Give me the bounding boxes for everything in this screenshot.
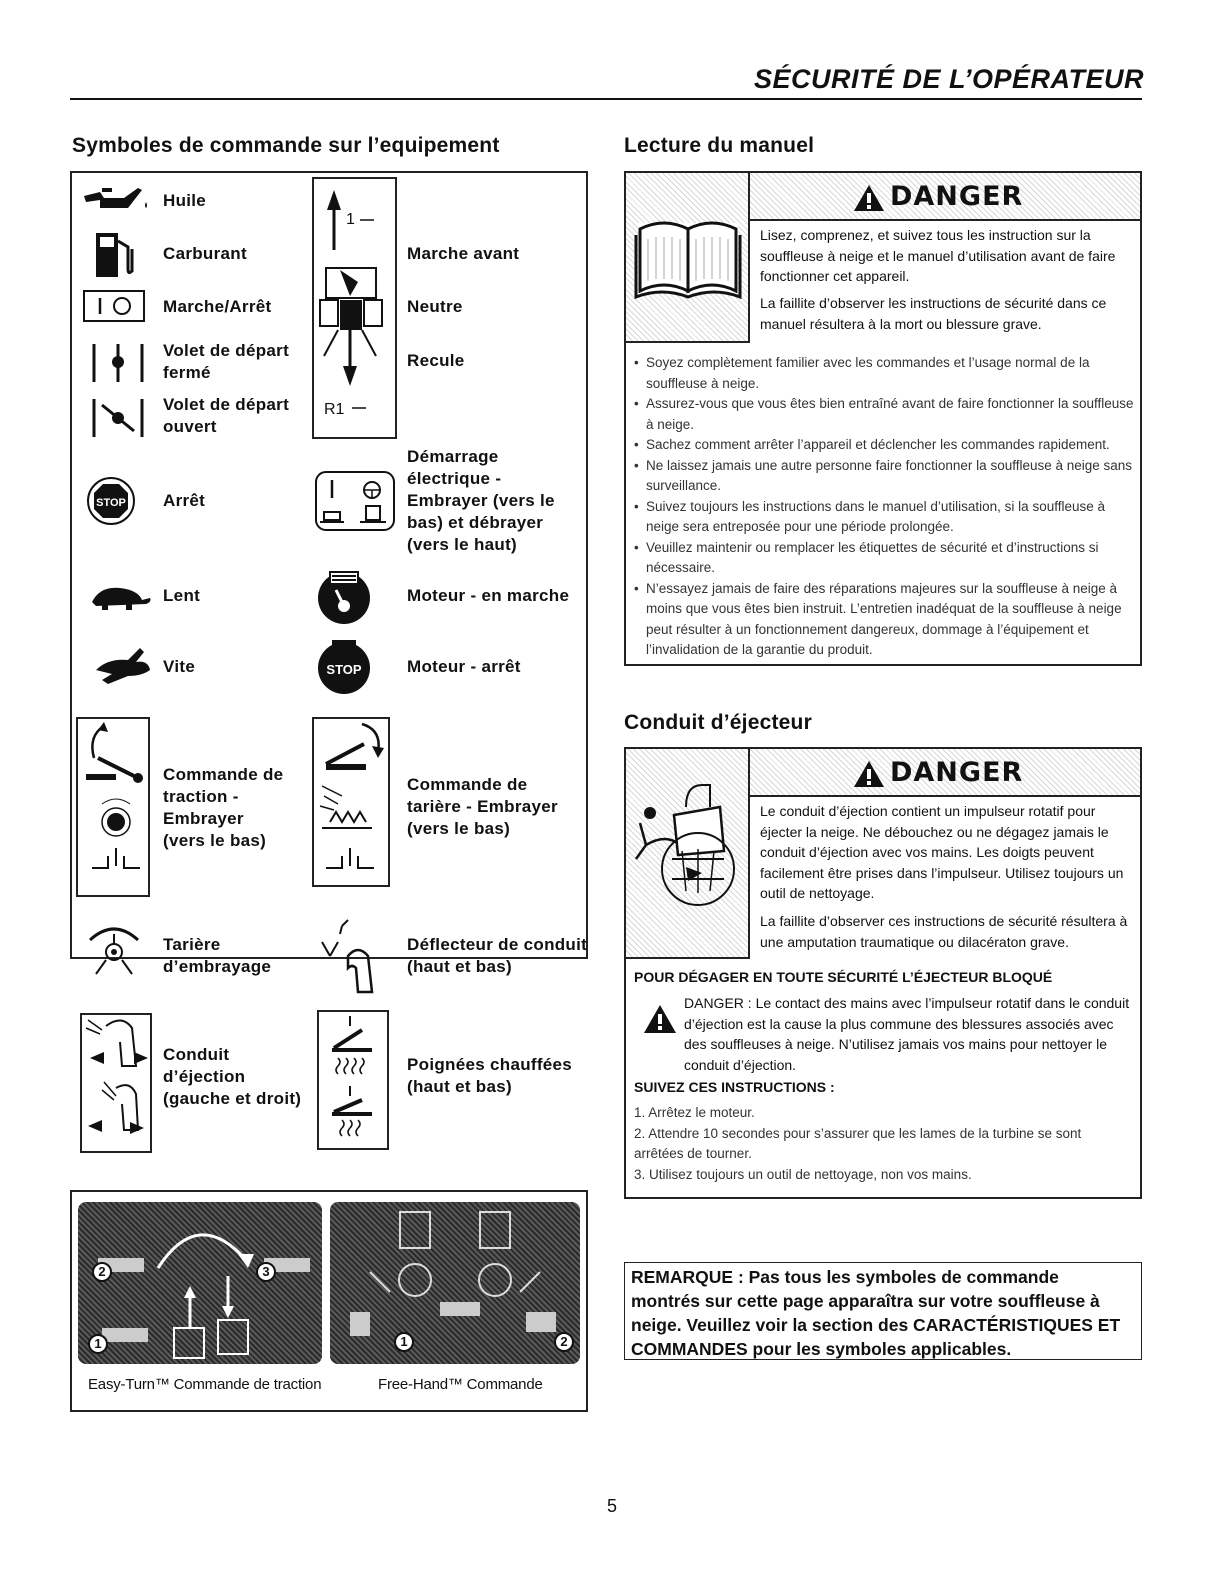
symbol-label-engine-run: Moteur - en marche: [407, 586, 570, 605]
hand-impeller-hazard-icon: [626, 749, 750, 959]
warning-triangle-icon: [852, 759, 886, 789]
control-illustration-panel: [70, 1190, 588, 1412]
fuel-pump-icon: [90, 227, 140, 279]
svg-text:1: 1: [346, 211, 355, 228]
symbol-label-chute: Conduit d’éjection (gauche et droit): [163, 1045, 302, 1108]
bullet-item: • Assurez-vous que vous êtes bien entraîné avant de faire fonctionner la souffleuse à neige.: [634, 394, 1134, 435]
oil-can-icon: [80, 182, 152, 218]
traction-control-icon: [78, 718, 150, 888]
gear-selector-icon: [314, 180, 394, 436]
electric-start-icon: [314, 468, 396, 534]
page-number: 5: [606, 1496, 617, 1516]
badge-2-left: 2: [92, 1262, 112, 1282]
symbol-label-engine-stop: Moteur - arrêt: [407, 657, 521, 676]
chute-panel: [624, 747, 1142, 1199]
svg-text:STOP: STOP: [96, 497, 126, 509]
bullet-item: • Ne laissez jamais une autre personne faire fonctionner la souffleuse à neige sans surveillance.: [634, 456, 1134, 497]
badge-1-left: 1: [88, 1334, 108, 1354]
choke-open-icon: [86, 395, 150, 441]
turtle-slow-icon: [86, 582, 154, 612]
chute-hazard-cell: [626, 749, 750, 959]
svg-text:STOP: STOP: [326, 662, 362, 677]
engine-run-icon: [314, 566, 374, 626]
symbol-label-traction: Commande de traction - Embrayer (vers le bas): [163, 765, 284, 850]
warning-triangle-icon: [642, 1003, 678, 1035]
rabbit-fast-icon: [88, 640, 156, 690]
easy-turn-illustration: [78, 1202, 322, 1364]
header-rule: [70, 98, 1142, 100]
chute-warning-text-2: La faillite d’observer ces instructions de sécurité résultera à une amputation traumatique ou dilacératon grave.: [760, 913, 1128, 950]
heated-grips-icon: [320, 1012, 380, 1142]
danger-banner-chute: [750, 749, 1140, 797]
symbols-section-title: Symboles de commande sur l’equipement: [72, 134, 500, 157]
bullet-item: • Soyez complètement familier avec les commandes et l’usage normal de la souffleuse à neige.: [634, 353, 1134, 394]
manual-bullet-list: [634, 353, 1134, 661]
bullet-item: • Sachez comment arrêter l’appareil et déclencher les commandes rapidement.: [634, 435, 1134, 456]
symbol-label-slow: Lent: [163, 586, 201, 605]
page-header-title: SÉCURITÉ DE L’OPÉRATEUR: [753, 64, 1144, 94]
step-item: 1. Arrêtez le moteur.: [634, 1105, 755, 1120]
chute-rotation-icon: [82, 1014, 152, 1144]
steps-title: SUIVEZ CES INSTRUCTIONS :: [634, 1079, 835, 1095]
symbol-label-forward: Marche avant: [407, 244, 520, 263]
steps-list: [634, 1103, 1134, 1185]
danger-label-manual: DANGER: [890, 181, 1024, 212]
stop-sign-icon: [86, 476, 136, 526]
badge-2-right: 2: [554, 1332, 574, 1352]
symbol-label-fuel: Carburant: [163, 244, 247, 263]
chute-deflector-icon: [318, 916, 388, 1000]
manual-warning-text-1: Lisez, comprenez, et suivez tous les instruction sur la souffleuse à neige et le manuel d’utilisation avant de faire fonctionner cet appareil.: [760, 227, 1116, 284]
badge-1-right: 1: [394, 1332, 414, 1352]
bullet-item: • N’essayez jamais de faire des réparations majeures sur la souffleuse à neige à moins que vous êtes bien instruit. L’entretien inadéquat de la souffleuse à neige peut résulter à un fonctionnement dangereux, dommage à l’équipement et l’invalidation de la garantie du produit.: [634, 579, 1134, 661]
symbol-label-electric-start: Démarrage électrique - Embrayer (vers le bas) et débrayer (vers le haut): [407, 447, 555, 554]
symbol-label-auger-drive: Tarière d’embrayage: [163, 935, 272, 976]
warning-triangle-icon: [852, 183, 886, 213]
manual-panel: [624, 171, 1142, 666]
auger-control-icon: [312, 716, 392, 886]
note-text: REMARQUE : Pas tous les symboles de commande montrés sur cette page apparaîtra sur votre souffleuse à neige. Veuillez voir la section des CARACTÉRISTIQUES ET COMMANDES pour les symboles applicables.: [631, 1267, 1121, 1359]
easy-turn-caption: Easy-Turn™ Commande de traction: [88, 1376, 322, 1393]
symbol-label-heated-grips: Poignées chauffées (haut et bas): [407, 1055, 573, 1096]
bullet-item: • Suivez toujours les instructions dans le manuel d’utilisation, si la souffleuse à neige sera entreposée pour une période prolongée.: [634, 497, 1134, 538]
note-box: [624, 1262, 1142, 1360]
clog-danger-text: DANGER : Le contact des mains avec l’impulseur rotatif dans le conduit d’éjection est la cause la plus commune des blessures associés avec des souffleuses à neige. N’utilisez jamais vos mains pour nettoyer le conduit d’éjection.: [684, 995, 1130, 1073]
symbol-label-neutral: Neutre: [407, 297, 463, 316]
manual-icon-cell: [626, 173, 750, 343]
svg-text:R1: R1: [324, 401, 345, 418]
symbol-label-choke-open: Volet de départ ouvert: [163, 395, 290, 436]
engine-stop-icon: [314, 636, 374, 696]
danger-label-chute: DANGER: [890, 757, 1024, 788]
symbol-label-auger-control: Commande de tarière - Embrayer (vers le bas): [407, 775, 558, 838]
symbol-label-chute-deflector: Déflecteur de conduit (haut et bas): [407, 935, 588, 976]
bullet-item: • Veuillez maintenir ou remplacer les étiquettes de sécurité et d’instructions si nécessaire.: [634, 538, 1134, 579]
chute-section-title: Conduit d’éjecteur: [624, 711, 812, 734]
free-hand-illustration: [330, 1202, 580, 1364]
badge-3: 3: [256, 1262, 276, 1282]
symbol-label-reverse: Recule: [407, 351, 465, 370]
chute-warning-text-1: Le conduit d’éjection contient un impulseur rotatif pour éjecter la neige. Ne débouchez ou ne dégagez jamais le conduit d’éjection avec vos mains. Les doigts peuvent facilement être prises dans l’impulseur. Utilisez toujours un outil de nettoyage.: [760, 803, 1124, 901]
symbol-label-oil: Huile: [163, 191, 207, 210]
on-off-icon: [82, 289, 146, 323]
symbol-label-stop: Arrêt: [163, 491, 206, 510]
manual-section-title: Lecture du manuel: [624, 134, 815, 157]
clog-title: POUR DÉGAGER EN TOUTE SÉCURITÉ L’ÉJECTEUR BLOQUÉ: [634, 969, 1053, 985]
symbol-label-on-off: Marche/Arrêt: [163, 297, 272, 316]
choke-closed-icon: [86, 340, 150, 386]
manual-warning-text-2: La faillite d’observer les instructions de sécurité dans ce manuel résultera à la mort ou blessure grave.: [760, 295, 1107, 332]
symbol-label-fast: Vite: [163, 657, 196, 676]
symbol-label-choke-closed: Volet de départ fermé: [163, 341, 290, 382]
step-item: 3. Utilisez toujours un outil de nettoyage, non vos mains.: [634, 1166, 972, 1182]
free-hand-caption: Free-Hand™ Commande: [378, 1376, 543, 1393]
auger-drive-icon: [84, 920, 144, 978]
open-book-icon: [626, 173, 750, 343]
danger-banner-manual: [750, 173, 1140, 221]
step-item: 2. Attendre 10 secondes pour s’assurer que les lames de la turbine se sont arrêtées de tourner.: [634, 1125, 1082, 1161]
